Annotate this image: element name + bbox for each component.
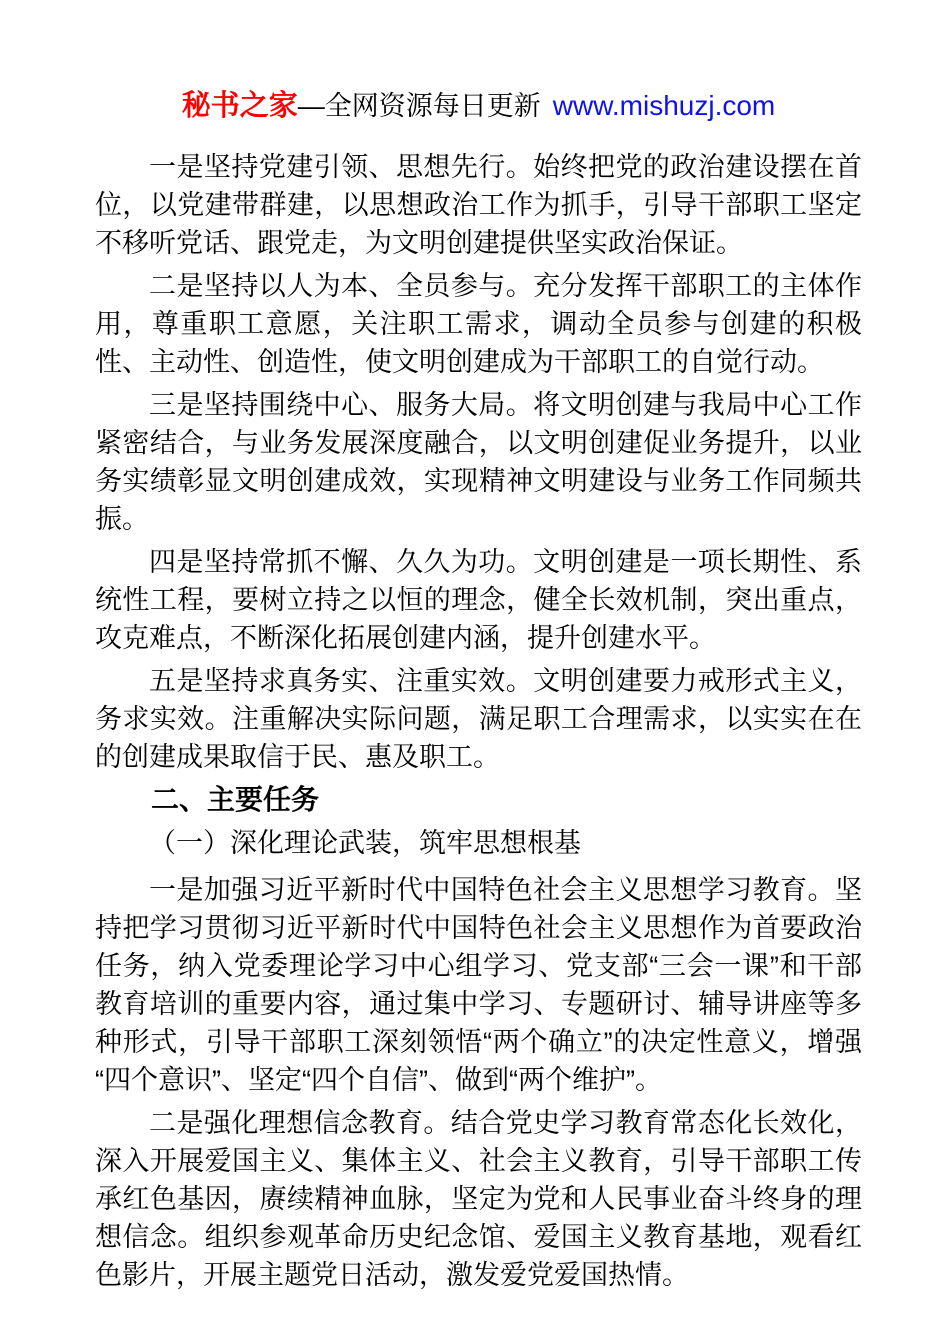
- principle-paragraph-2: 二是坚持以人为本、全员参与。充分发挥干部职工的主体作用，尊重职工意愿，关注职工需求，调动全员参与创建的积极性、主动性、创造性，使文明创建成为干部职工的自觉行动。: [95, 271, 862, 377]
- site-name: 秘书之家: [181, 90, 298, 122]
- site-url-link[interactable]: www.mishuzj.com: [552, 90, 776, 121]
- principle-paragraph-5: 五是坚持求真务实、注重实效。文明创建要力戒形式主义，务求实效。注重解决实际问题，满足职工合理需求，以实实在在的创建成果取信于民、惠及职工。: [95, 666, 862, 772]
- principle-paragraph-4: 四是坚持常抓不懈、久久为功。文明创建是一项长期性、系统性工程，要树立持之以恒的理念，健全长效机制，突出重点，攻克难点，不断深化拓展创建内涵，提升创建水平。: [95, 547, 862, 653]
- subsection-heading-theory: （一）深化理论武装，筑牢思想根基: [149, 828, 581, 858]
- document-body: [95, 148, 862, 1294]
- task-paragraph-1: 一是加强习近平新时代中国特色社会主义思想学习教育。坚持把学习贯彻习近平新时代中国特色社会主义思想作为首要政治任务，纳入党委理论学习中心组学习、党支部“三会一课”和干部教育培训的重要内容，通过集中学习、专题研讨、辅导讲座等多种形式，引导干部职工深刻领悟“两个确立”的决定性意义，增强“四个意识”、坚定“四个自信”、做到“两个维护”。: [95, 875, 862, 1095]
- section-heading-main-tasks: 二、主要任务: [151, 784, 320, 815]
- principle-paragraph-3: 三是坚持围绕中心、服务大局。将文明创建与我局中心工作紧密结合，与业务发展深度融合，以文明创建促业务提升，以业务实绩彰显文明创建成效，实现精神文明建设与业务工作同频共振。: [95, 390, 862, 534]
- site-header: [95, 86, 862, 126]
- header-separator: —: [297, 91, 325, 121]
- principle-paragraph-1: 一是坚持党建引领、思想先行。始终把党的政治建设摆在首位，以党建带群建，以思想政治工作为抓手，引导干部职工坚定不移听党话、跟党走，为文明创建提供坚实政治保证。: [95, 152, 862, 258]
- site-tagline: 全网资源每日更新: [324, 91, 541, 121]
- task-paragraph-2: 二是强化理想信念教育。结合党史学习教育常态化长效化，深入开展爱国主义、集体主义、社会主义教育，引导干部职工传承红色基因，赓续精神血脉，坚定为党和人民事业奋斗终身的理想信念。组织参观革命历史纪念馆、爱国主义教育基地，观看红色影片，开展主题党日活动，激发爱党爱国热情。: [95, 1108, 862, 1290]
